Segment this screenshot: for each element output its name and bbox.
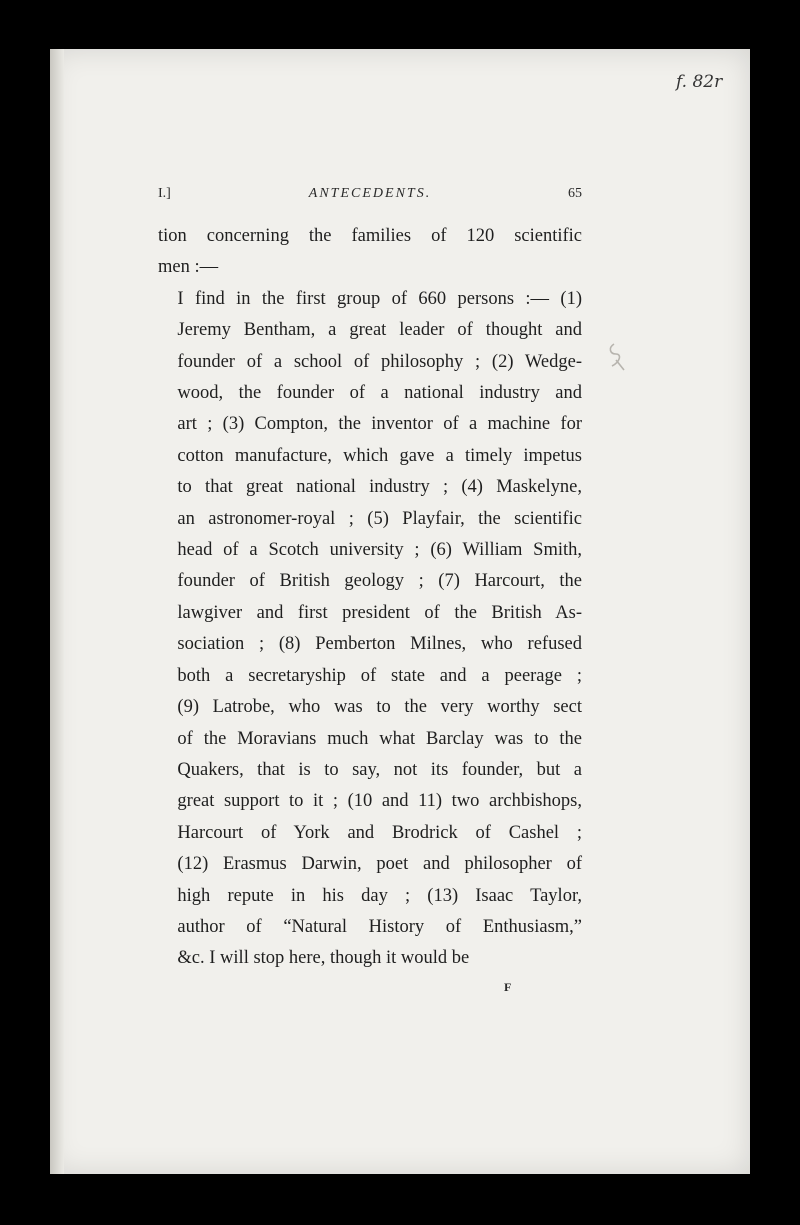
page-gutter-edge (50, 49, 64, 1174)
folio-annotation: f. 82r (676, 72, 723, 92)
text-line: Quakers, that is to say, not its founder, but a (177, 759, 582, 780)
body-text (158, 221, 582, 975)
text-line: (12) Erasmus Darwin, poet and philosopher of (177, 854, 582, 875)
text-line: of the Moravians much what Barclay was to the (177, 728, 582, 749)
signature-mark: F (504, 980, 512, 994)
pencil-mark-icon (604, 340, 630, 380)
text-line: founder of a school of philosophy ; (2) Wedge- (177, 351, 582, 372)
text-line: Jeremy Bentham, a great leader of thought and (177, 320, 582, 341)
text-line: lawgiver and first president of the British As- (177, 602, 582, 623)
text-line: wood, the founder of a national industry and (177, 383, 582, 404)
text-line: men :— (158, 257, 219, 278)
page-number: 65 (568, 186, 582, 201)
text-line: &c. I will stop here, though it would be (177, 948, 470, 969)
text-line: tion concerning the families of 120 scientific (158, 226, 582, 246)
running-title: ANTECEDENTS. (308, 186, 432, 201)
text-line: an astronomer-royal ; (5) Playfair, the scientific (177, 508, 582, 529)
paragraph-2 (158, 284, 582, 975)
text-line: both a secretaryship of state and a peerage ; (177, 665, 582, 686)
paragraph-1 (158, 221, 582, 284)
text-line: to that great national industry ; (4) Maskelyne, (177, 477, 582, 498)
text-line: Harcourt of York and Brodrick of Cashel ; (177, 822, 582, 843)
text-line: head of a Scotch university ; (6) William Smith, (177, 540, 582, 561)
text-line: founder of British geology ; (7) Harcourt, the (177, 571, 582, 592)
text-line: sociation ; (8) Pemberton Milnes, who refused (177, 634, 582, 655)
text-line: I find in the first group of 660 persons :— (1) (177, 288, 582, 309)
text-line: great support to it ; (10 and 11) two archbishops, (177, 791, 582, 812)
text-line: art ; (3) Compton, the inventor of a machine for (177, 414, 582, 435)
text-line: (9) Latrobe, who was to the very worthy sect (177, 697, 582, 718)
running-header (158, 186, 582, 208)
chapter-marker: I.] (158, 186, 171, 201)
text-line: high repute in his day ; (13) Isaac Taylor, (177, 885, 582, 906)
text-line: author of “Natural History of Enthusiasm,” (177, 916, 582, 937)
text-line: cotton manufacture, which gave a timely impetus (177, 445, 582, 466)
